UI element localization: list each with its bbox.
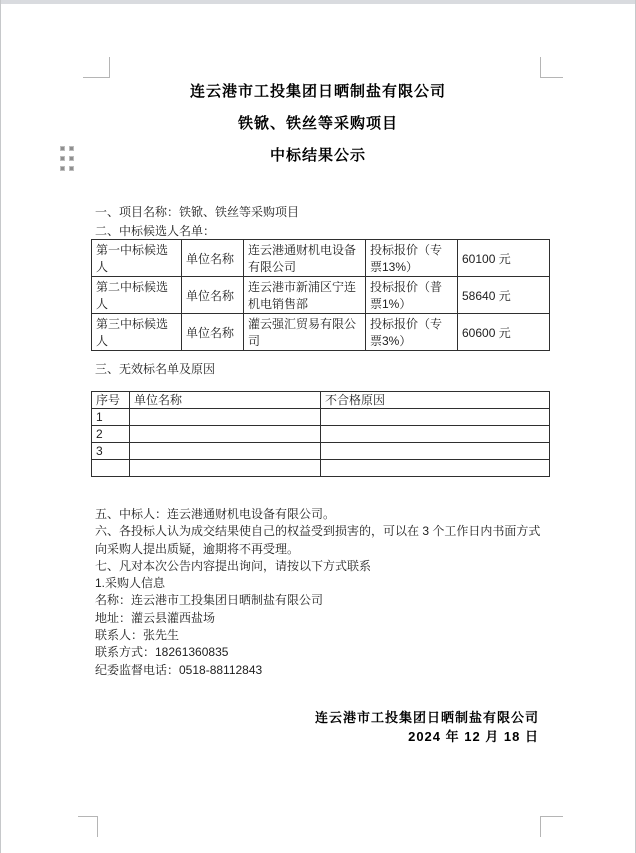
candidate-row-2: [92, 277, 550, 314]
candidates-table: [91, 239, 550, 351]
unit-name-label: 单位名称: [182, 314, 244, 351]
row-reason: [321, 409, 550, 426]
col-unit-name: 单位名称: [130, 392, 321, 409]
quote-label: 投标报价（专票13%）: [366, 240, 458, 277]
invalid-row-3: [92, 443, 550, 460]
unit-name-label: 单位名称: [182, 240, 244, 277]
quote-label: 投标报价（普票1%）: [366, 277, 458, 314]
row-reason: [321, 460, 550, 477]
candidate-row-1: [92, 240, 550, 277]
invalid-row-4: [92, 460, 550, 477]
title-project: 铁锨、铁丝等采购项目: [237, 115, 398, 132]
sections-1-2: [95, 203, 549, 241]
signature-company: 连云港市工投集团日晒制盐有限公司: [314, 710, 539, 725]
row-index: 1: [92, 409, 130, 426]
invalid-row-1: [92, 409, 550, 426]
row-unit: [130, 426, 321, 443]
quote-label: 投标报价（专票3%）: [366, 314, 458, 351]
candidate-company: 连云港通财机电设备有限公司: [244, 240, 366, 277]
unit-name-label: 单位名称: [182, 277, 244, 314]
quote-price: 60600 元: [458, 314, 550, 351]
candidate-row-3: [92, 314, 550, 351]
section-project-name: 一、项目名称：铁锨、铁丝等采购项目: [95, 205, 300, 219]
col-序号: 序号: [92, 392, 130, 409]
candidate-company: 连云港市新浦区宁连机电销售部: [244, 277, 366, 314]
contact-supervision-phone: 纪委监督电话：0518-88112843: [95, 662, 263, 677]
candidate-rank: 第一中标候选人: [92, 240, 182, 277]
text-boundary-mark-bottom-right: [540, 816, 563, 837]
section-candidates-heading: 二、中标候选人名单：: [95, 224, 216, 238]
row-reason: [321, 443, 550, 460]
candidate-company: 灌云强汇贸易有限公司: [244, 314, 366, 351]
row-index: 3: [92, 443, 130, 460]
invalid-bids-table: [91, 391, 550, 477]
candidate-rank: 第二中标候选人: [92, 277, 182, 314]
row-unit: [130, 409, 321, 426]
title-company: 连云港市工投集团日晒制盐有限公司: [189, 83, 446, 100]
row-unit: [130, 443, 321, 460]
contact-person: 联系人：张先生: [95, 628, 180, 643]
section-objection: 六、各投标人认为成交结果使自己的权益受到损害的，可以在 3 个工作日内书面方式向采购人提出质疑，逾期将不再受理。: [95, 524, 541, 556]
contact-name: 名称：连云港市工投集团日晒制盐有限公司: [95, 593, 324, 608]
invalid-row-2: [92, 426, 550, 443]
quote-price: 60100 元: [458, 240, 550, 277]
text-boundary-mark-top-right: [540, 57, 563, 78]
section-invalid-heading: 三、无效标名单及原因: [95, 362, 216, 376]
contact-heading: 1.采购人信息: [95, 576, 166, 591]
col-reason: 不合格原因: [321, 392, 550, 409]
section-winner: 五、中标人：连云港通财机电设备有限公司。: [95, 507, 336, 521]
text-boundary-mark-bottom-left: [78, 816, 98, 837]
text-boundary-mark-top-left: [83, 57, 110, 78]
title-announcement: 中标结果公示: [269, 147, 366, 164]
section-inquiry: 七、凡对本次公告内容提出询问，请按以下方式联系: [95, 558, 372, 573]
quote-price: 58640 元: [458, 277, 550, 314]
invalid-header-row: [92, 392, 550, 409]
document-title-block: [1, 84, 635, 180]
row-reason: [321, 426, 550, 443]
contact-address: 地址：灌云县灌西盐场: [95, 610, 216, 625]
contact-phone: 联系方式：18261360835: [95, 645, 229, 660]
body-paragraphs: [95, 506, 549, 679]
row-unit: [130, 460, 321, 477]
row-index: [92, 460, 130, 477]
row-index: 2: [92, 426, 130, 443]
signature-block: [95, 708, 539, 746]
signature-date: 2024 年 12 月 18 日: [408, 729, 539, 744]
window-top-strip: [1, 0, 635, 4]
candidate-rank: 第三中标候选人: [92, 314, 182, 351]
